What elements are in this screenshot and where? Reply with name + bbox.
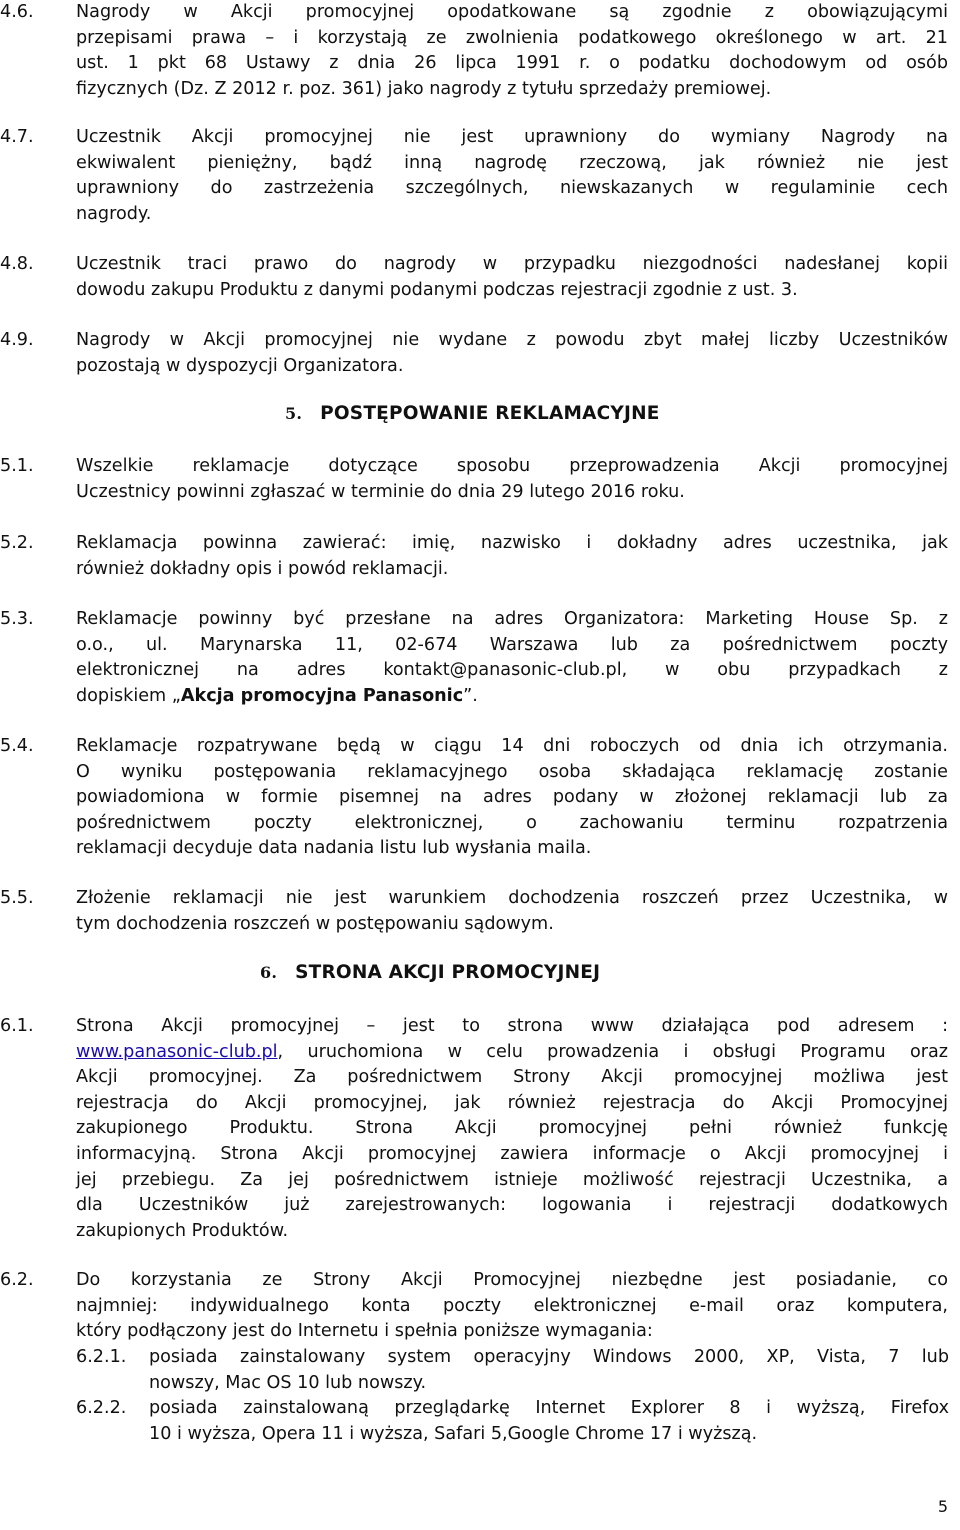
text-line: tym dochodzenia roszczeń w postępowaniu sądowym. [76, 913, 554, 934]
section-number: 5. [285, 404, 303, 423]
paragraph-number: 6.1. [0, 1016, 34, 1036]
text-line: o.o., ul. Marynarska 11, 02-674 Warszawa lub za pośrednictwem poczty [76, 634, 948, 655]
section-title: POSTĘPOWANIE REKLAMACYJNE [320, 403, 660, 424]
text-line: 10 i wyższa, Opera 11 i wyższa, Safari 5,Google Chrome 17 i wyższą. [149, 1423, 758, 1444]
text-line: posiada zainstalowaną przeglądarkę Internet Explorer 8 i wyższą, Firefox [149, 1398, 949, 1418]
paragraph-number: 5.4. [0, 736, 34, 756]
paragraph-text [76, 125, 948, 227]
text-line: przepisami prawa – i korzystają ze zwolnienia podatkowego określonego w art. 21 [76, 27, 948, 48]
paragraph-number: 4.7. [0, 127, 34, 147]
text-line: rejestracja do Akcji promocyjnej, jak również rejestracja do Akcji Promocyjnej [76, 1092, 948, 1113]
text-line: Reklamacje powinny być przesłane na adres Organizatora: Marketing House Sp. z [76, 609, 948, 629]
text-line: Uczestnik traci prawo do nagrody w przypadku niezgodności nadesłanej kopii [76, 254, 948, 274]
section-title: STRONA AKCJI PROMOCYJNEJ [295, 962, 601, 983]
website-link[interactable]: www.panasonic-club.pl [76, 1041, 278, 1062]
text-fragment: dopiskiem „ [76, 685, 181, 706]
paragraph-number: 5.1. [0, 456, 34, 476]
text-line: nowszy, Mac OS 10 lub nowszy. [149, 1372, 427, 1393]
text-fragment: , uruchomiona w celu prowadzenia i obsługi Programu oraz [277, 1041, 948, 1062]
text-line: zakupionych Produktów. [76, 1220, 289, 1241]
paragraph-number: 5.3. [0, 609, 34, 629]
subitem-text [149, 1345, 949, 1396]
paragraph-text [76, 454, 948, 505]
text-line: Reklamacje rozpatrywane będą w ciągu 14 dni roboczych od dnia ich otrzymania. [76, 736, 948, 756]
text-line: Uczestnicy powinni zgłaszać w terminie do dnia 29 lutego 2016 roku. [76, 481, 685, 502]
paragraph-text [76, 0, 948, 102]
text-fragment: ”. [463, 685, 478, 706]
paragraph-number: 6.2. [0, 1270, 34, 1290]
section-6-heading [260, 962, 600, 983]
text-line: elektronicznej na adres kontakt@panasonic-club.pl, w obu przypadkach z [76, 660, 948, 681]
paragraph-number: 5.5. [0, 888, 34, 908]
text-line: dla Uczestników już zarejestrowanych: logowania i rejestracji dodatkowych [76, 1195, 948, 1216]
text-line: zakupionego Produktu. Strona Akcji promocyjnej pełni również funkcję [76, 1118, 948, 1139]
text-line: Akcji promocyjnej. Za pośrednictwem Strony Akcji promocyjnej możliwa jest [76, 1067, 948, 1088]
paragraph-text [76, 734, 948, 862]
text-line: informacyjną. Strona Akcji promocyjnej zawiera informacje o Akcji promocyjnej i [76, 1143, 948, 1164]
page-number: 5 [937, 1497, 948, 1516]
section-5-heading [285, 403, 660, 424]
section-number: 6. [260, 963, 278, 982]
paragraph-text [76, 328, 948, 379]
paragraph-text [76, 252, 948, 303]
paragraph-number: 5.2. [0, 533, 34, 553]
paragraph-text [76, 886, 948, 937]
text-line: pozostają w dyspozycji Organizatora. [76, 355, 404, 376]
text-line: pośrednictwem poczty elektronicznej, o zachowaniu terminu rozpatrzenia [76, 812, 948, 833]
text-line: dowodu zakupu Produktu z danymi podanymi podczas rejestracji zgodnie z ust. 3. [76, 279, 798, 300]
text-line: powiadomiona w formie pisemnej na adres podany w złożonej reklamacji lub za [76, 787, 948, 808]
text-line: fizycznych (Dz. Z 2012 r. poz. 361) jako nagrody z tytułu sprzedaży premiowej. [76, 78, 772, 99]
text-line: który podłączony jest do Internetu i spełnia poniższe wymagania: [76, 1321, 653, 1342]
text-line: Do korzystania ze Strony Akcji Promocyjnej niezbędne jest posiadanie, co [76, 1270, 948, 1290]
paragraph-text [76, 531, 948, 582]
text-line: również dokładny opis i powód reklamacji. [76, 558, 449, 579]
subitem-number: 6.2.2. [76, 1398, 127, 1418]
text-line: Nagrody w Akcji promocyjnej nie wydane z powodu zbyt małej liczby Uczestników [76, 330, 948, 350]
text-line: reklamacji decyduje data nadania listu lub wysłania maila. [76, 838, 592, 859]
subitem-text [149, 1396, 949, 1447]
text-line: Uczestnik Akcji promocyjnej nie jest uprawniony do wymiany Nagrody na [76, 127, 948, 147]
text-line: Złożenie reklamacji nie jest warunkiem dochodzenia roszczeń przez Uczestnika, w [76, 888, 948, 908]
text-line: Reklamacja powinna zawierać: imię, nazwisko i dokładny adres uczestnika, jak [76, 533, 948, 553]
paragraph-text [76, 1268, 948, 1345]
text-line [76, 1040, 948, 1066]
paragraph-number: 4.6. [0, 2, 34, 22]
paragraph-number: 4.8. [0, 254, 34, 274]
paragraph-number: 4.9. [0, 330, 34, 350]
bold-phrase: Akcja promocyjna Panasonic [180, 685, 464, 706]
text-line: Nagrody w Akcji promocyjnej opodatkowane są zgodnie z obowiązującymi [76, 2, 948, 22]
text-line: uprawniony do zastrzeżenia szczególnych, niewskazanych w regulaminie cech [76, 178, 948, 199]
text-line: ust. 1 pkt 68 Ustawy z dnia 26 lipca 1991 r. o podatku dochodowym od osób [76, 53, 948, 74]
paragraph-text [76, 607, 948, 709]
text-line: Wszelkie reklamacje dotyczące sposobu przeprowadzenia Akcji promocyjnej [76, 456, 948, 476]
subitem-number: 6.2.1. [76, 1347, 127, 1367]
text-line: O wyniku postępowania reklamacyjnego osoba składająca reklamację zostanie [76, 761, 948, 782]
text-line: ekwiwalent pieniężny, bądź inną nagrodę rzeczową, jak również nie jest [76, 152, 948, 173]
text-line: najmniej: indywidualnego konta poczty elektronicznej e-mail oraz komputera, [76, 1295, 948, 1316]
text-line: posiada zainstalowany system operacyjny Windows 2000, XP, Vista, 7 lub [149, 1347, 949, 1367]
text-line [76, 684, 948, 710]
text-line: Strona Akcji promocyjnej – jest to strona www działająca pod adresem : [76, 1016, 948, 1036]
paragraph-text [76, 1014, 948, 1244]
text-line: nagrody. [76, 203, 152, 224]
text-line: jej przebiegu. Za jej pośrednictwem istnieje możliwość rejestracji Uczestnika, a [76, 1169, 948, 1190]
